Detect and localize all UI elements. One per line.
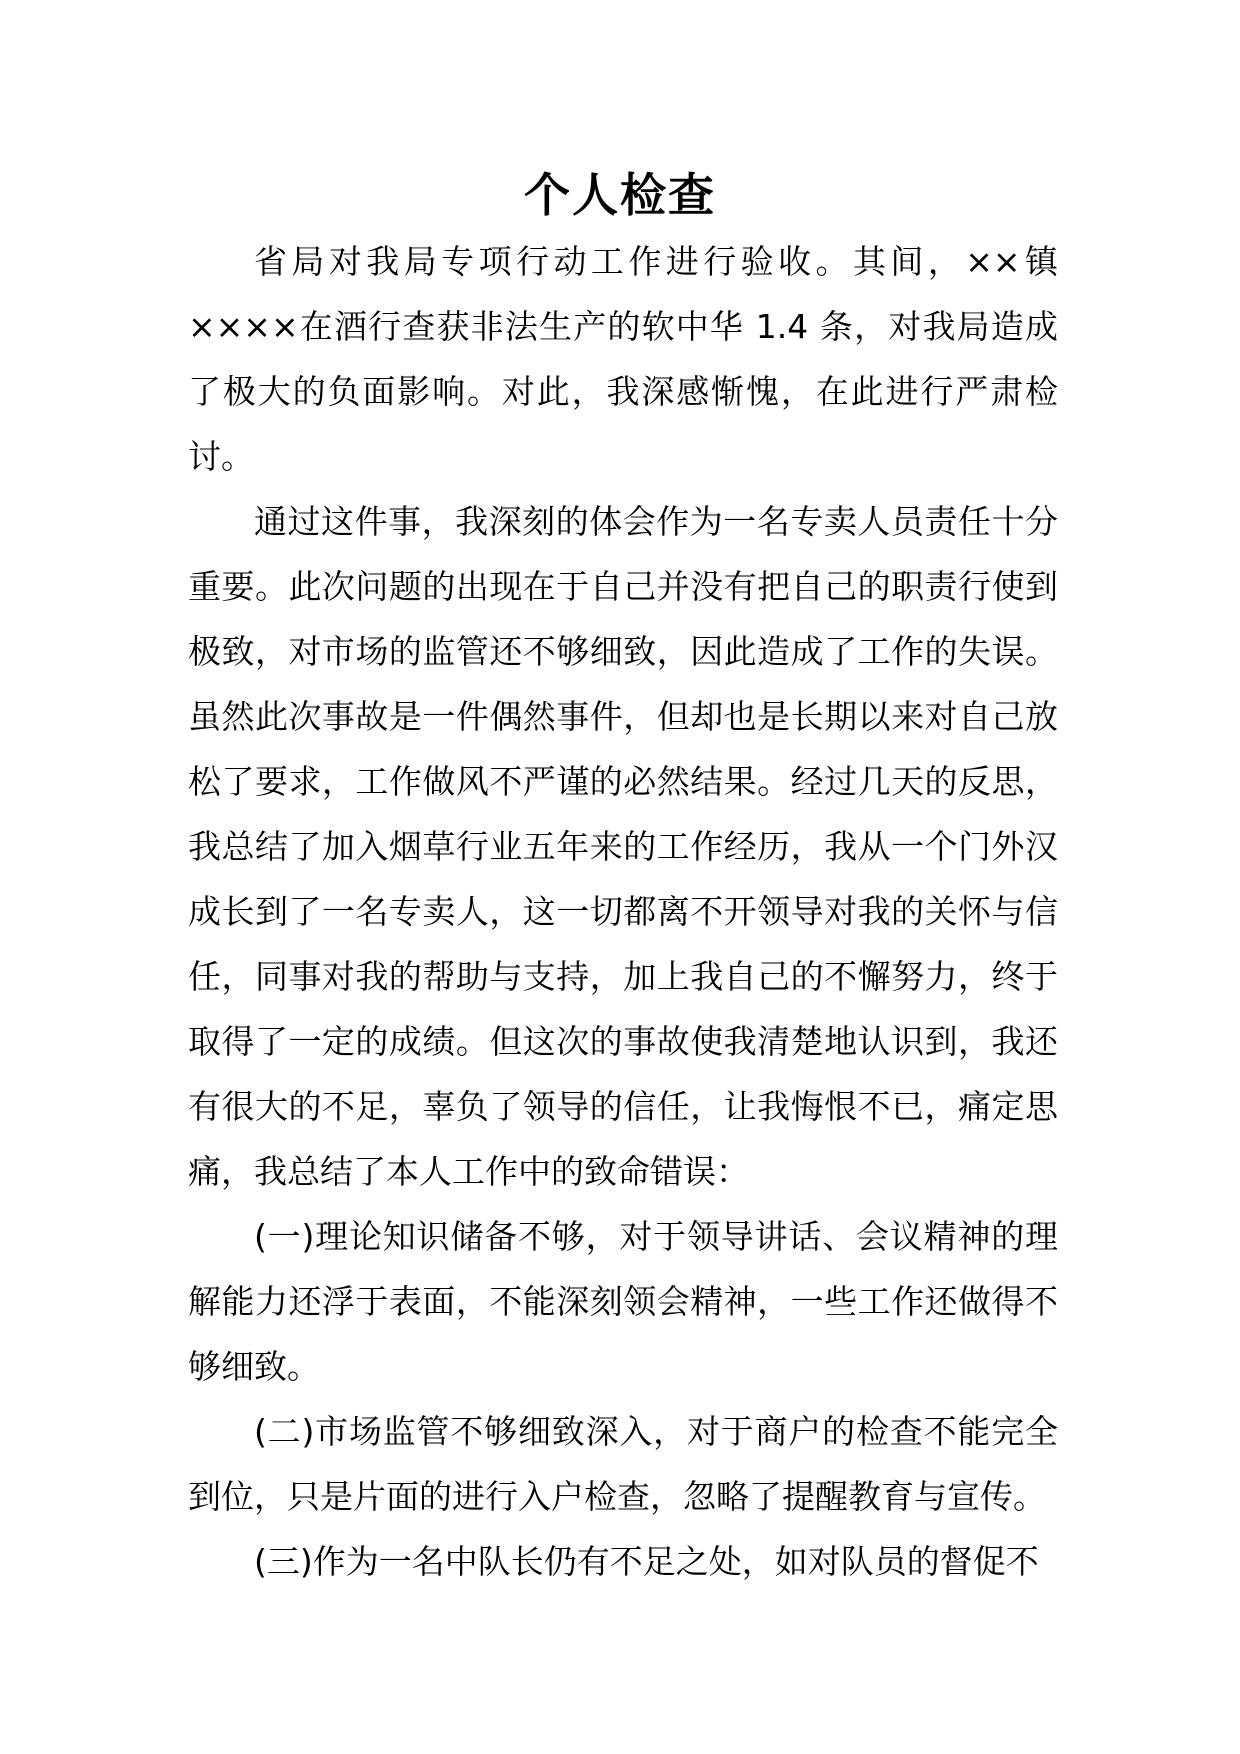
paragraph-1: 省局对我局专项行动工作进行验收。其间，××镇××××在酒行查获非法生产的软中华 1.4 条，对我局造成了极大的负面影响。对此，我深感惭愧，在此进行严肃检讨。 <box>188 242 1058 476</box>
paragraph-4: (二)市场监管不够细致深入，对于商户的检查不能完全到位，只是片面的进行入户检查，忽略了提醒教育与宣传。 <box>188 1412 1058 1516</box>
document-body <box>188 229 1058 1594</box>
paragraph-2: 通过这件事，我深刻的体会作为一名专卖人员责任十分重要。此次问题的出现在于自己并没有把自己的职责行使到极致，对市场的监管还不够细致，因此造成了工作的失误。虽然此次事故是一件偶然事件，但却也是长期以来对自己放松了要求，工作做风不严谨的必然结果。经过几天的反思，我总结了加入烟草行业五年来的工作经历，我从一个门外汉成长到了一名专卖人，这一切都离不开领导对我的关怀与信任，同事对我的帮助与支持，加上我自己的不懈努力，终于取得了一定的成绩。但这次的事故使我清楚地认识到，我还有很大的不足，辜负了领导的信任，让我悔恨不已，痛定思痛，我总结了本人工作中的致命错误： <box>188 502 1058 1191</box>
paragraph-5: (三)作为一名中队长仍有不足之处，如对队员的督促不 <box>254 1542 1039 1581</box>
paragraph-3: (一)理论知识储备不够，对于领导讲话、会议精神的理解能力还浮于表面，不能深刻领会精神，一些工作还做得不够细致。 <box>188 1217 1058 1386</box>
document-title: 个人检查 <box>524 168 716 222</box>
